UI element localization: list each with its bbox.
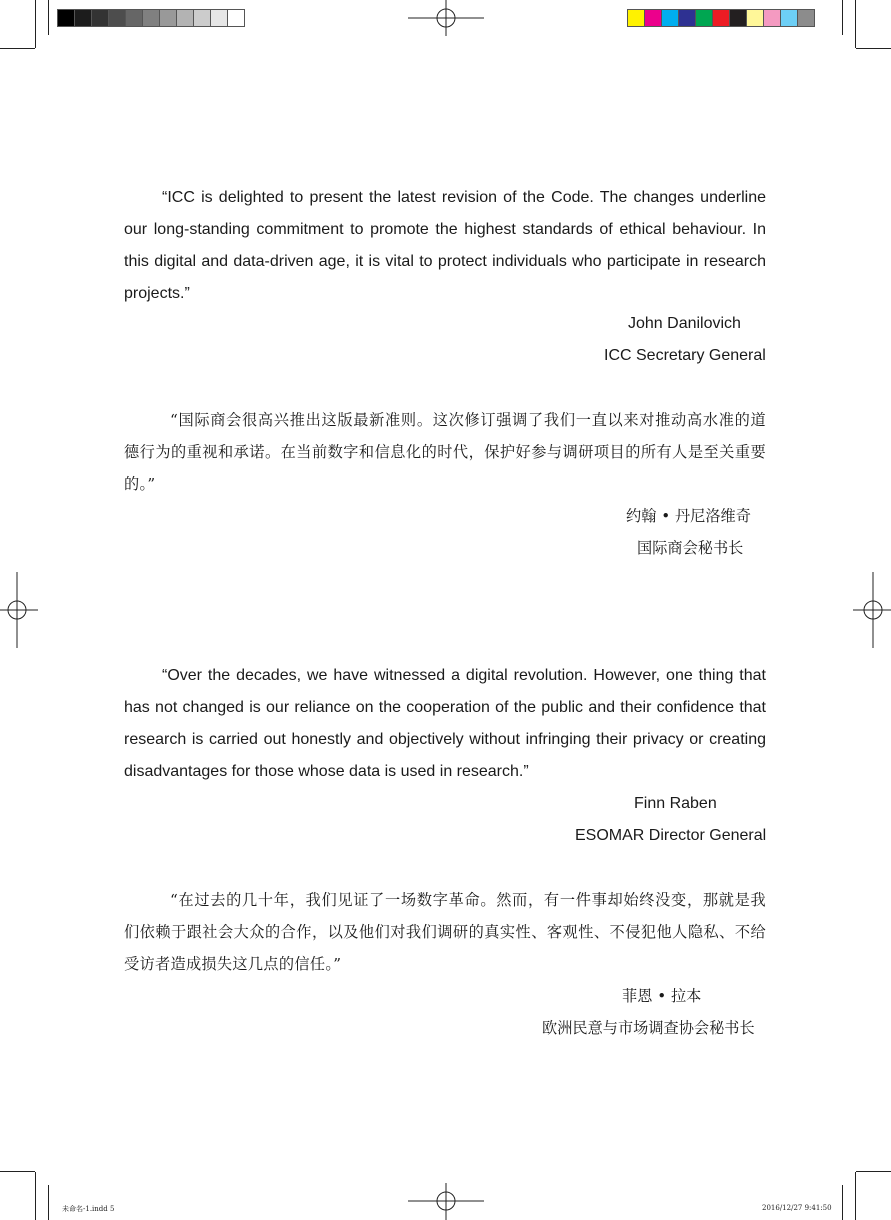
color-swatch-3 (661, 9, 679, 27)
color-swatch-6 (712, 9, 730, 27)
slug-timestamp: 2016/12/27 9:41:50 (762, 1204, 832, 1212)
slug-filename: 未命名-1.indd 5 (62, 1205, 115, 1213)
quote-icc-chinese: “国际商会很高兴推出这版最新准则。这次修订强调了我们一直以来对推动高水准的道德行为的重视和承诺。在当前数字和信息化的时代，保护好参与调研项目的所有人是至关重要的。” (124, 411, 766, 493)
signatory-title: 国际商会秘书长 (637, 539, 744, 557)
gray-swatch-10 (210, 9, 228, 27)
quote-esomar-chinese: “在过去的几十年，我们见证了一场数字革命。然而，有一件事却始终没变，那就是我们依赖于跟社会大众的合作，以及他们对我们调研的真实性、客观性、不侵犯他人隐私、不给受访者造成损失这几点的信任。” (124, 891, 766, 973)
gray-swatch-5 (125, 9, 143, 27)
quote-icc-english: “ICC is delighted to present the latest revision of the Code. The changes underline our long-standing commitment to promote the highest standards of ethical behaviour. In this digital and data-driven age, it is vital to protect individuals who participate in research projects.” (124, 189, 766, 302)
gray-swatch-8 (176, 9, 194, 27)
process-color-bar (628, 9, 815, 27)
signatory-title: ICC Secretary General (604, 347, 766, 364)
color-swatch-8 (746, 9, 764, 27)
signatory-name: Finn Raben (634, 795, 717, 812)
color-swatch-7 (729, 9, 747, 27)
gray-swatch-2 (74, 9, 92, 27)
color-swatch-9 (763, 9, 781, 27)
color-swatch-1 (627, 9, 645, 27)
gray-swatch-9 (193, 9, 211, 27)
signatory-title: 欧洲民意与市场调查协会秘书长 (542, 1019, 755, 1037)
color-swatch-5 (695, 9, 713, 27)
gray-swatch-4 (108, 9, 126, 27)
gray-swatch-6 (142, 9, 160, 27)
signatory-name: 菲恩 • 拉本 (622, 987, 702, 1005)
gray-swatch-3 (91, 9, 109, 27)
signatory-name: John Danilovich (628, 315, 741, 332)
color-swatch-11 (797, 9, 815, 27)
gray-swatch-11 (227, 9, 245, 27)
signatory-name: 约翰 • 丹尼洛维奇 (626, 507, 751, 525)
grayscale-color-bar (58, 9, 245, 27)
signatory-title: ESOMAR Director General (575, 827, 767, 844)
color-swatch-2 (644, 9, 662, 27)
quote-esomar-english: “Over the decades, we have witnessed a digital revolution. However, one thing that has not changed is our reliance on the cooperation of the public and their confidence that research is carried out honestly and objectively without infringing their privacy or creating disadvantages for those whose data is used in research.” (124, 667, 766, 780)
gray-swatch-7 (159, 9, 177, 27)
gray-swatch-1 (57, 9, 75, 27)
color-swatch-4 (678, 9, 696, 27)
color-swatch-10 (780, 9, 798, 27)
